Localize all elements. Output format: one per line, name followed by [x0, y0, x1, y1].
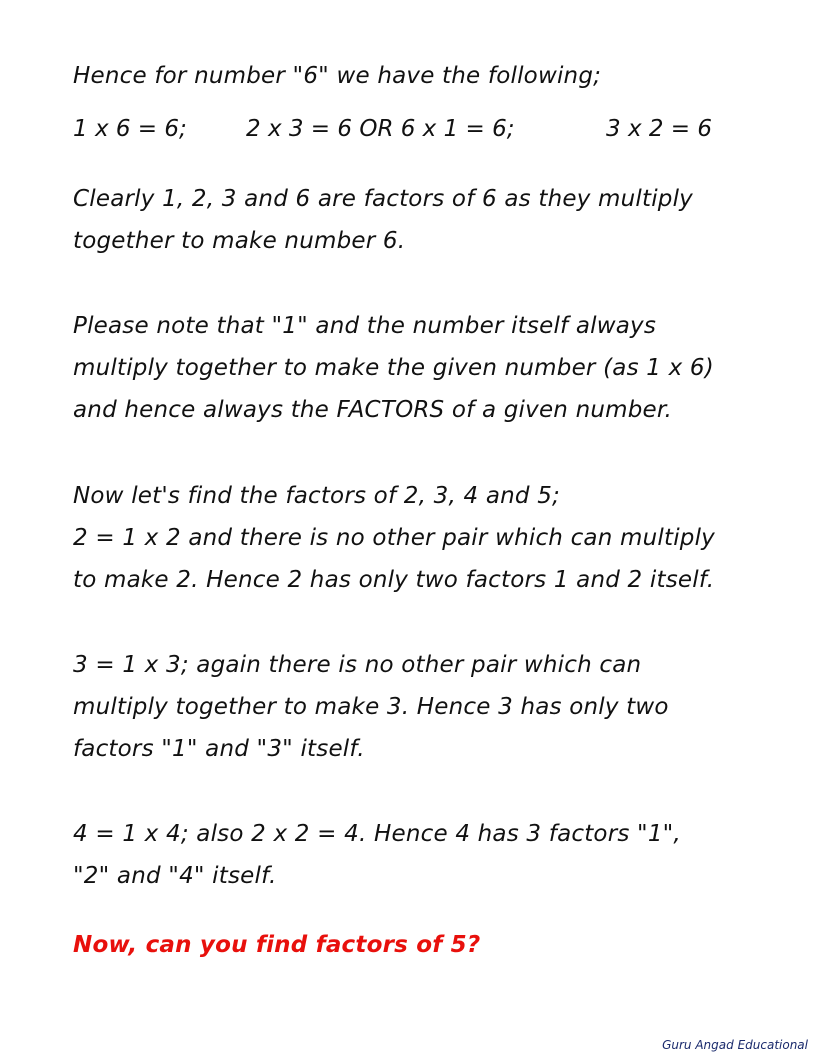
paragraph-1-line-1: Clearly 1, 2, 3 and 6 are factors of 6 as they multiply: [73, 186, 693, 212]
equation-3: 3 x 2 = 6: [606, 116, 713, 142]
paragraph-4-line-2: multiply together to make 3. Hence 3 has only two: [73, 694, 669, 720]
paragraph-4-line-3: factors "1" and "3" itself.: [73, 736, 365, 762]
paragraph-4-line-1: 3 = 1 x 3; again there is no other pair which can: [73, 652, 642, 678]
paragraph-2-line-1: Please note that "1" and the number itself always: [73, 313, 657, 339]
paragraph-3-line-3: to make 2. Hence 2 has only two factors 1 and 2 itself.: [73, 567, 715, 593]
paragraph-5-line-1: 4 = 1 x 4; also 2 x 2 = 4. Hence 4 has 3 factors "1",: [73, 821, 681, 847]
publisher-footer: Guru Angad Educational: [662, 1038, 808, 1052]
paragraph-5-line-2: "2" and "4" itself.: [73, 863, 277, 889]
intro-text: Hence for number "6" we have the following;: [73, 63, 602, 89]
question-text: Now, can you find factors of 5?: [73, 932, 481, 958]
equation-1: 1 x 6 = 6;: [73, 116, 187, 142]
paragraph-3-line-2: 2 = 1 x 2 and there is no other pair which can multiply: [73, 525, 715, 551]
equation-2: 2 x 3 = 6 OR 6 x 1 = 6;: [246, 116, 515, 142]
paragraph-2-line-3: and hence always the FACTORS of a given number.: [73, 397, 672, 423]
paragraph-1-line-2: together to make number 6.: [73, 228, 406, 254]
paragraph-2-line-2: multiply together to make the given number (as 1 x 6): [73, 355, 714, 381]
paragraph-3-line-1: Now let's find the factors of 2, 3, 4 and 5;: [73, 483, 560, 509]
